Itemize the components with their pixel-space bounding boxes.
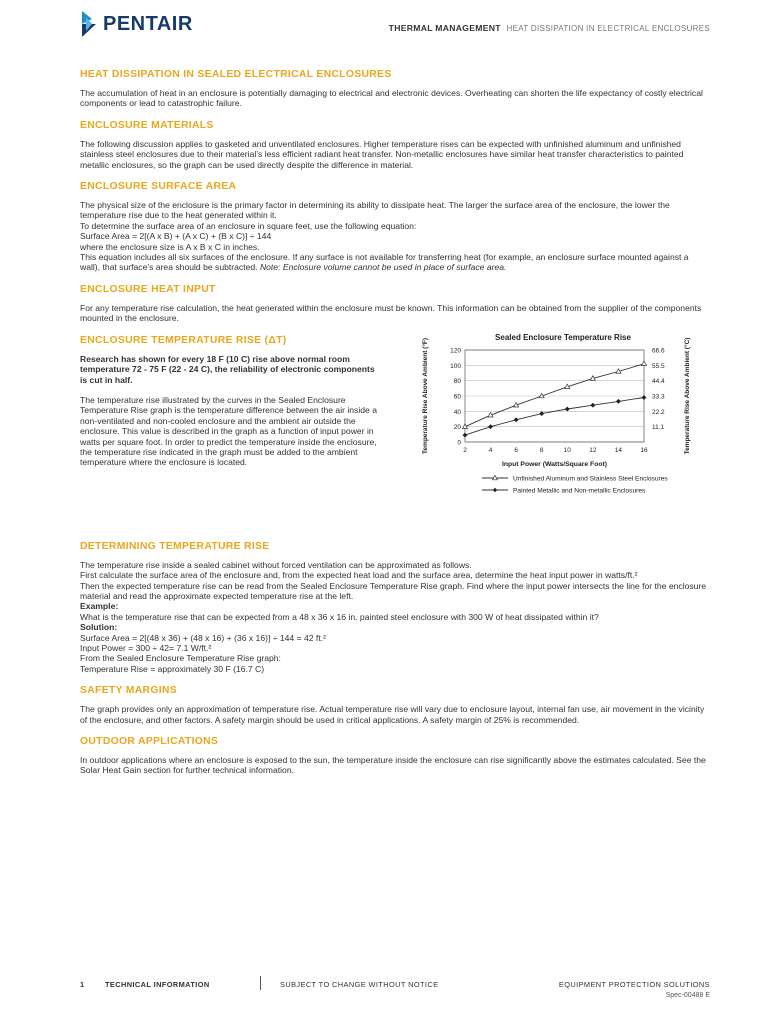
- series-2-point: [616, 399, 620, 403]
- y-tick-label: 40: [453, 408, 461, 416]
- section-materials: [80, 119, 708, 170]
- footer-company: EQUIPMENT PROTECTION SOLUTIONS: [558, 980, 710, 989]
- x-tick-label: 14: [614, 446, 623, 454]
- temperature-rise-chart: [412, 330, 722, 508]
- surface-area-equation: Surface Area = 2[(A x B) + (A x C) + (B x C)] ÷ 144: [80, 231, 272, 242]
- text-example: What is the temperature rise that can be expected from a 48 x 36 x 16 in. painted steel enclosure with 300 W of heat dissipated within it?: [80, 611, 599, 622]
- x-tick-label: 2: [463, 446, 467, 454]
- footer: [80, 976, 710, 999]
- heading-temperature-rise: ENCLOSURE TEMPERATURE RISE (ΔT): [80, 334, 287, 346]
- text-heat-input: For any temperature rise calculation, the heat generated within the enclosure must be known. This information can be obtained from the supplier of the components mounted in the enclosure.: [80, 302, 702, 324]
- text-solution-4: Temperature Rise = approximately 30 F (16.7 C): [80, 663, 265, 674]
- text-surface-area-1: The physical size of the enclosure is the primary factor in determining its ability to dissipate heat. The larger the surface area of the enclosure, the lower the temperature rise due to the heat generated within it.: [80, 200, 670, 221]
- text-materials: The following discussion applies to gasketed and unventilated enclosures. Higher temperature rises can be expected with unfinished aluminum and unfinished stainless steel enclosures due to their material’s less efficient radiant heat transfer. Non-metallic enclosures have similar heat transfer characteristics to painted metallic enclosures, so the graph can be used directly despite the difference in material.: [80, 138, 684, 170]
- heading-surface-area: ENCLOSURE SURFACE AREA: [80, 181, 237, 193]
- header-title-sub: HEAT DISSIPATION IN ELECTRICAL ENCLOSURES: [506, 24, 710, 33]
- y-tick-label: 20: [453, 423, 461, 431]
- text-determining-3: Then the expected temperature rise can be read from the Sealed Enclosure Temperature Rise graph. Find where the input power intersects the line for the enclosure material and read the approximate expected temperature rise at the left.: [80, 580, 707, 601]
- surface-area-note: Note: Enclosure volume cannot be used in place of surface area.: [259, 262, 507, 273]
- y-right-tick-label: 55.5: [652, 362, 665, 370]
- heading-safety: SAFETY MARGINS: [80, 685, 177, 697]
- chart-title: Sealed Enclosure Temperature Rise: [495, 332, 631, 342]
- solution-label: [80, 622, 708, 632]
- text-surface-area-4: where the enclosure size is A x B x C in inches.: [80, 241, 260, 252]
- text-solution-2: Input Power = 300 ÷ 42= 7.1 W/ft.²: [80, 642, 212, 653]
- footer-divider: [260, 976, 261, 990]
- heading-heat-dissipation: HEAT DISSIPATION IN SEALED ELECTRICAL ENCLOSURES: [80, 69, 392, 80]
- y-right-tick-label: 11.1: [652, 423, 665, 431]
- series-2-point: [463, 433, 467, 437]
- section-safety: [80, 684, 708, 725]
- y-tick-label: 60: [453, 393, 461, 401]
- section-surface-area: [80, 180, 708, 273]
- heading-materials: ENCLOSURE MATERIALS: [80, 119, 214, 131]
- text-safety: The graph provides only an approximation of temperature rise. Actual temperature rise will vary due to enclosure layout, internal fan use, air movement in the vicinity of the enclosure, and other factors. A safety margin should be used in critical applications. A safety margin of 25% is recommended.: [80, 704, 705, 725]
- legend-marker-2: [493, 487, 497, 491]
- example-label-text: Example:: [80, 601, 119, 612]
- y-tick-label: 80: [453, 377, 461, 385]
- heading-outdoor: OUTDOOR APPLICATIONS: [80, 735, 219, 747]
- footer-spec: Spec-00488 E: [665, 992, 710, 999]
- text-temperature-rise-lead: Research has shown for every 18 F (10 C) rise above normal room temperature 72 - 75 F (22 - 24 C), the reliability of electronic components is cut in half.: [80, 353, 375, 385]
- text-solution-3: From the Sealed Enclosure Temperature Rise graph:: [80, 653, 281, 664]
- chart-svg: [412, 330, 722, 508]
- series-2-point: [565, 407, 569, 411]
- series-2-point: [488, 424, 492, 428]
- text-surface-area-5-body: This equation includes all six surfaces of the enclosure. If any surface is not available for transferring heat (for example, an enclosure surface mounted against a wall), that surface’s area should be subtracted.: [80, 252, 689, 273]
- logo-text: PENTAIR: [103, 13, 193, 35]
- y-right-tick-label: 33.3: [652, 393, 665, 401]
- text-outdoor: In outdoor applications where an enclosure is exposed to the sun, the temperature inside the enclosure can rise significantly above the estimates calculated. See the Solar Heat Gain section for further technical information.: [80, 754, 706, 776]
- footer-notice: SUBJECT TO CHANGE WITHOUT NOTICE: [280, 980, 439, 989]
- heading-determining: DETERMINING TEMPERATURE RISE: [80, 540, 270, 552]
- y-right-tick-label: 44.4: [652, 377, 665, 385]
- y-right-axis-label: Temperature Rise Above Ambient (°C): [684, 337, 691, 455]
- y-tick-label: 0: [457, 439, 461, 447]
- x-tick-label: 12: [589, 446, 597, 454]
- y-right-tick-label: 66.6: [652, 347, 665, 355]
- content: [80, 68, 708, 786]
- text-solution-1: Surface Area = 2[(48 x 36) + (48 x 16) + (36 x 16)] ÷ 144 = 42 ft.²: [80, 632, 326, 643]
- section-outdoor: [80, 735, 708, 776]
- header-title: [389, 23, 710, 33]
- text-heat-dissipation: The accumulation of heat in an enclosure is potentially damaging to electrical and electronic devices. Overheating can shorten the life expectancy of costly electrical components or lead to catastrophic failure.: [80, 88, 703, 109]
- text-determining-1: The temperature rise inside a sealed cabinet without forced ventilation can be approximated as follows.: [80, 559, 472, 570]
- section-heat-dissipation: [80, 68, 708, 109]
- y-tick-label: 120: [450, 347, 461, 355]
- example-label: [80, 601, 708, 611]
- legend-label-2: Painted Metallic and Non-metallic Enclosures: [513, 487, 646, 495]
- pentair-logo-icon: [80, 11, 98, 37]
- text-temperature-rise-body: The temperature rise illustrated by the curves in the Sealed Enclosure Temperature Rise graph is the temperature difference between the air inside a non-ventilated and non-cooled enclosure and the ambient air outside the enclosure. This value is described in the graph as a function of input power in watts per square foot. In order to predict the temperature inside the enclosure, the temperature rise indicated in the graph must be added to the ambient temperature where the enclosure is located.: [80, 394, 377, 468]
- solution-label-text: Solution:: [80, 622, 118, 633]
- y-right-tick-label: 22.2: [652, 408, 665, 416]
- header-title-main: THERMAL MANAGEMENT: [388, 23, 501, 33]
- section-temperature-rise: [80, 334, 708, 530]
- series-2-point: [514, 417, 518, 421]
- heading-heat-input: ENCLOSURE HEAT INPUT: [80, 283, 216, 295]
- text-surface-area-2: To determine the surface area of an enclosure in square feet, use the following equation:: [80, 220, 417, 231]
- y-axis-label: Temperature Rise Above Ambient (°F): [422, 337, 429, 454]
- legend-label-1: Unfinished Aluminum and Stainless Steel Enclosures: [513, 475, 668, 483]
- series-2-point: [591, 403, 595, 407]
- text-determining-2: First calculate the surface area of the enclosure and, from the expected heat load and the surface area, determine the heat input power in watts/ft.²: [80, 570, 638, 581]
- footer-section: TECHNICAL INFORMATION: [105, 980, 210, 989]
- section-heat-input: [80, 283, 708, 324]
- x-tick-label: 10: [563, 446, 571, 454]
- x-axis-label: Input Power (Watts/Square Foot): [501, 460, 608, 468]
- page-number: 1: [80, 980, 85, 989]
- x-tick-label: 16: [640, 446, 648, 454]
- x-tick-label: 8: [539, 446, 544, 454]
- y-tick-label: 100: [450, 362, 461, 370]
- pentair-logo: [80, 11, 193, 37]
- x-tick-label: 4: [488, 446, 493, 454]
- text-surface-area-5: [80, 252, 708, 273]
- series-1-point: [642, 361, 647, 365]
- series-2-point: [540, 411, 544, 415]
- temperature-rise-text: [80, 334, 380, 468]
- x-tick-label: 6: [514, 446, 518, 454]
- section-determining: [80, 540, 708, 674]
